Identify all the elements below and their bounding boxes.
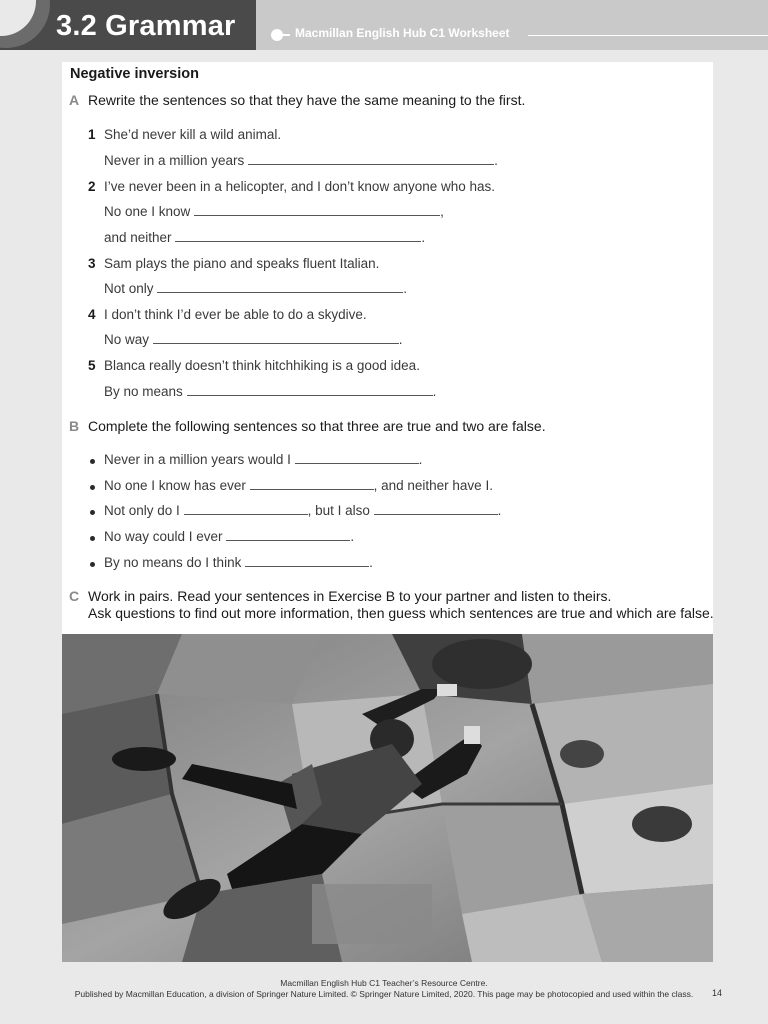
footer-line2: Published by Macmillan Education, a division of Springer Nature Limited. © Springer Nature Limited, 2020. This page may be photocopied and used within the class.	[74, 989, 694, 999]
rewrite-line: By no means .	[104, 384, 437, 399]
answer-blank[interactable]	[374, 503, 498, 515]
skydiver-photo	[62, 634, 713, 962]
rewrite-line: No way .	[104, 332, 403, 347]
header-rule	[528, 35, 768, 36]
rewrite-line: Never in a million years .	[104, 153, 498, 168]
bullet-text: Not only do I	[104, 503, 180, 518]
answer-blank[interactable]	[194, 204, 440, 216]
item-number: 2	[88, 179, 96, 194]
rewrite-prompt: No one I know	[104, 204, 191, 219]
item-sentence: Blanca really doesn’t think hitchhiking is a good idea.	[104, 358, 420, 373]
exercise-b-instruction: Complete the following sentences so that three are true and two are false.	[88, 418, 546, 434]
answer-blank[interactable]	[245, 555, 369, 567]
item-number: 5	[88, 358, 96, 373]
bullet-icon	[90, 485, 95, 490]
item-number: 4	[88, 307, 96, 322]
bullet-middle: , and neither have I.	[373, 478, 493, 493]
footer-line1: Macmillan English Hub C1 Teacher’s Resource Centre.	[280, 978, 488, 988]
item-sentence: Sam plays the piano and speaks fluent Italian.	[104, 256, 380, 271]
bullet-icon	[90, 562, 95, 567]
rewrite-prompt: Never in a million years	[104, 153, 245, 168]
bullet-middle: , but I also	[307, 503, 370, 518]
section-title: Negative inversion	[70, 66, 199, 82]
rewrite-line: No one I know ,	[104, 204, 444, 219]
answer-blank[interactable]	[184, 503, 308, 515]
exercise-a-instruction: Rewrite the sentences so that they have the same meaning to the first.	[88, 92, 526, 108]
bullet-line	[104, 503, 501, 518]
exercise-c-letter: C	[69, 588, 80, 604]
bullet-text: Never in a million years would I	[104, 452, 291, 467]
bullet-icon	[90, 459, 95, 464]
page-header	[0, 0, 768, 50]
bullet-line	[104, 555, 373, 570]
answer-blank[interactable]	[295, 452, 419, 464]
bullet-icon	[90, 536, 95, 541]
bullet-line	[104, 478, 493, 493]
bullet-text: By no means do I think	[104, 555, 242, 570]
rewrite-prompt: No way	[104, 332, 150, 347]
rewrite-line: and neither .	[104, 230, 426, 245]
exercise-c-line2: Ask questions to find out more information, then guess which sentences are true and which are false.	[88, 605, 714, 621]
bullet-icon	[90, 510, 95, 515]
skydiver-illustration	[62, 634, 713, 962]
exercise-a-letter: A	[69, 92, 80, 108]
bullet-line	[104, 529, 354, 544]
worksheet-subtitle: Macmillan English Hub C1 Worksheet	[295, 26, 510, 40]
rewrite-prompt: By no means	[104, 384, 183, 399]
bullet-end: .	[418, 452, 423, 467]
answer-blank[interactable]	[248, 153, 494, 165]
answer-blank[interactable]	[175, 230, 421, 242]
page-number: 14	[712, 988, 723, 998]
bullet-end: .	[497, 503, 502, 518]
item-sentence: She’d never kill a wild animal.	[104, 127, 282, 142]
answer-blank[interactable]	[226, 529, 350, 541]
item-sentence: I don’t think I’d ever be able to do a skydive.	[104, 307, 367, 322]
exercise-c-line1: Work in pairs. Read your sentences in Exercise B to your partner and listen to theirs.	[88, 588, 612, 604]
rewrite-prompt: Not only	[104, 281, 154, 296]
bullet-end: .	[350, 529, 355, 544]
item-sentence: I’ve never been in a helicopter, and I don’t know anyone who has.	[104, 179, 496, 194]
bullet-text: No way could I ever	[104, 529, 223, 544]
answer-blank[interactable]	[187, 384, 433, 396]
item-number: 3	[88, 256, 96, 271]
answer-blank[interactable]	[157, 281, 403, 293]
item-number: 1	[88, 127, 96, 142]
answer-blank[interactable]	[250, 478, 374, 490]
page-title: 3.2 Grammar	[56, 10, 236, 42]
exercise-b-letter: B	[69, 418, 80, 434]
header-bullet-tail	[282, 34, 290, 36]
bullet-end: .	[369, 555, 373, 570]
bullet-text: No one I know has ever	[104, 478, 246, 493]
rewrite-line: Not only .	[104, 281, 408, 296]
answer-blank[interactable]	[153, 332, 399, 344]
bullet-line	[104, 452, 422, 467]
rewrite-prompt: and neither	[104, 230, 172, 245]
